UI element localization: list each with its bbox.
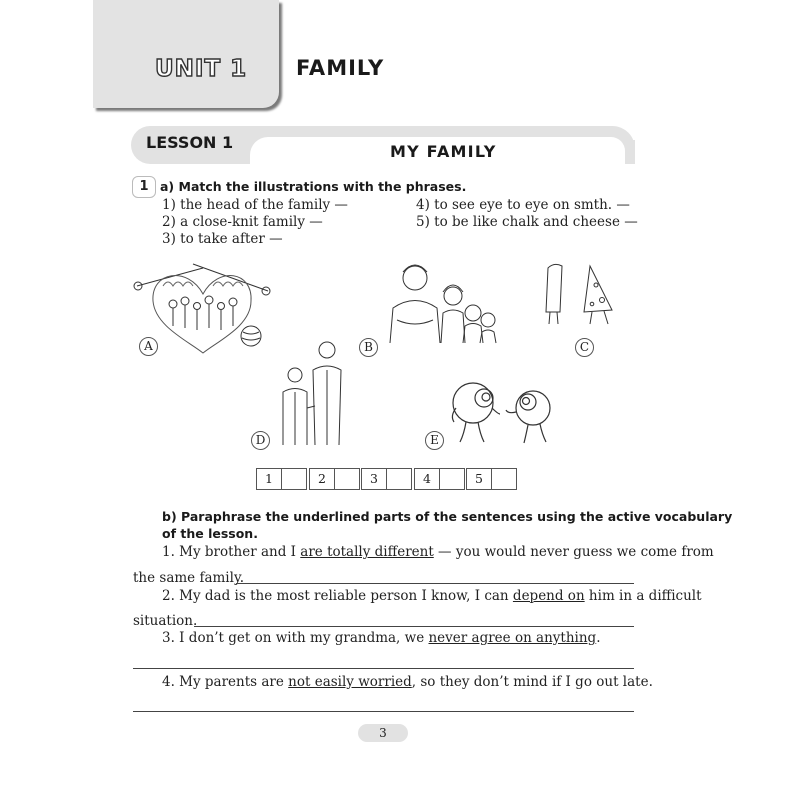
illustration-b-family-head [385,258,500,348]
answer-box-1[interactable] [256,468,307,490]
part-b-instruction-line2: of the lesson. [162,526,258,541]
lesson-label: LESSON 1 [146,133,234,152]
illustration-d-take-after [275,340,350,450]
sentence-3-underlined: never agree on anything [428,630,597,646]
illustration-label-c: C [575,338,594,357]
part-b-instruction-line1: b) Paraphrase the underlined parts of the sentences using the active vocabulary [162,509,733,524]
answer-line-4[interactable] [133,711,634,712]
illustration-e-see-eye-to-eye [448,378,553,448]
sentence-2 [162,588,702,604]
sentence-1-underlined: are totally different [300,544,434,560]
illustration-label-a: A [139,337,158,356]
sentence-3-text-end: . [596,630,601,646]
sentence-1-continuation: the same family. [133,570,245,586]
answer-box-2-input[interactable] [335,468,360,490]
answer-box-2[interactable] [309,468,360,490]
answer-box-3-input[interactable] [387,468,412,490]
page-number: 3 [358,724,408,742]
sentence-2-text-end: him in a difficult [584,588,702,604]
phrase-3: 3) to take after — [162,231,283,247]
unit-label: UNIT 1 [155,56,248,82]
answer-box-1-number: 1 [256,468,282,490]
sentence-2-text: 2. My dad is the most reliable person I know, I can [162,588,513,604]
answer-box-4[interactable] [414,468,465,490]
unit-title: FAMILY [296,56,385,80]
answer-line-2[interactable] [194,626,634,627]
sentence-1 [162,544,714,560]
sentence-1-text-end: — you would never guess we come from [433,544,714,560]
answer-box-1-input[interactable] [282,468,307,490]
answer-box-5-number: 5 [466,468,492,490]
sentence-1-text: 1. My brother and I [162,544,301,560]
illustration-label-e: E [425,431,444,450]
phrase-5: 5) to be like chalk and cheese — [416,214,638,230]
answer-box-5-input[interactable] [492,468,517,490]
part-a-instruction: a) Match the illustrations with the phrases. [160,179,467,194]
sentence-3-text: 3. I don’t get on with my grandma, we [162,630,429,646]
answer-box-4-input[interactable] [440,468,465,490]
sentence-4-underlined: not easily worried [288,674,412,690]
unit-header-box [93,0,279,108]
answer-box-5[interactable] [466,468,517,490]
phrase-1: 1) the head of the family — [162,197,348,213]
answer-box-4-number: 4 [414,468,440,490]
answer-box-2-number: 2 [309,468,335,490]
sentence-4-text: 4. My parents are [162,674,289,690]
sentence-2-underlined: depend on [512,588,585,604]
sentence-2-continuation: situation. [133,613,198,629]
sentence-4 [162,674,653,690]
sentence-3 [162,630,601,646]
illustration-c-chalk-and-cheese [540,260,630,328]
answer-line-1[interactable] [236,583,634,584]
answer-line-3[interactable] [133,668,634,669]
sentence-4-text-end: , so they don’t mind if I go out late. [411,674,653,690]
phrase-2: 2) a close-knit family — [162,214,323,230]
lesson-title: MY FAMILY [390,142,497,161]
exercise-number-badge: 1 [132,176,156,198]
phrase-4: 4) to see eye to eye on smth. — [416,197,630,213]
illustration-label-d: D [251,431,270,450]
answer-box-3[interactable] [361,468,412,490]
illustration-label-b: B [359,338,378,357]
answer-box-3-number: 3 [361,468,387,490]
